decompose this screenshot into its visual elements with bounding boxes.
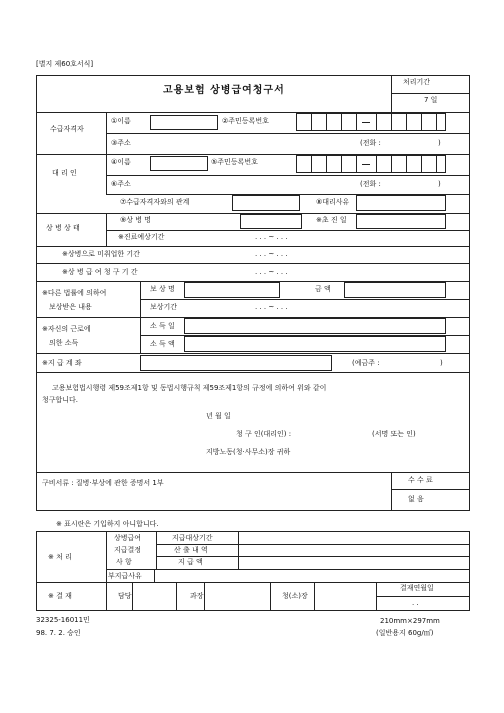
income-date-label: 소 득 일 [150,322,175,330]
claimant-signature-label: 청 구 인(대리인) : [236,430,292,438]
declaration-text-1: 고용보험법시행령 제59조제1항 및 동법시행규칙 제59조제1항의 규정에 의하여 위와 같이 [52,384,327,392]
processing-period-label: 처리기간 [403,78,431,86]
agent-phone-close: ) [438,180,441,188]
agent-rrn-label: ⑤주민등록번호 [211,158,258,166]
agent-relation-field[interactable] [232,195,300,211]
first-visit-label: ※초 진 일 [316,216,347,224]
agent-reason-field[interactable] [356,195,446,211]
illness-name-label: ⑨상 병 명 [120,216,152,224]
page-title: 고용보험 상병급여청구서 [163,85,285,96]
agent-address-label: ⑥주소 [111,180,131,188]
claimant-rrn-field[interactable] [296,113,446,131]
labor-income-label-1: ※자신의 근로에 [42,325,91,333]
claimant-address-label: ③주소 [111,139,131,147]
claimant-name-field[interactable] [150,115,218,130]
processing-period-value: 7 일 [424,96,438,104]
claimant-rrn-label: ②주민등록번호 [222,117,269,125]
decision-label-2: 지급결정 [114,546,142,554]
illness-section-label: 상 병 상 태 [46,224,80,232]
claimant-phone-close: ) [438,139,441,147]
agent-name-field[interactable] [150,156,208,171]
approval-date-footer: 98. 7. 2. 승인 [36,629,81,637]
addressee: 지방노동(청·사무소)장 귀하 [206,448,291,456]
attachments-label: 구비서류 : 질병·부상에 관한 증명서 1부 [42,479,164,487]
unemployed-period-dots: . . . ~ . . . [255,250,288,258]
compensation-period-dots: . . . ~ . . . [255,303,288,311]
income-amount-label: 소 득 액 [150,340,175,348]
agent-name-label: ④이름 [111,158,131,166]
agent-rrn-field[interactable] [296,155,446,173]
compensation-name-label: 보 상 명 [150,285,175,293]
claim-period-label: ※상 병 급 여 청 구 기 간 [62,268,138,276]
treatment-period-dots: . . . ~ . . . [255,233,288,241]
unemployed-period-label: ※상병으로 미취업한 기간 [62,250,140,258]
declaration-date: 년 월 일 [206,412,231,420]
other-law-label-1: ※다른 법률에 의하여 [42,289,107,297]
claimant-phone-label: (전화 : [360,139,381,147]
claimant-section-label: 수급자격자 [50,125,84,133]
decision-label-1: 상병급여 [114,534,142,542]
approval-head-label: 청(소)장 [282,592,308,600]
approval-chief-label: 과장 [190,592,204,600]
claim-period-dots: . . . ~ . . . [255,268,288,276]
pay-amount-label: 지 급 액 [178,558,203,566]
paper-size: 210mm×297mm [380,617,440,625]
fee-label: 수 수 료 [408,476,433,484]
income-date-field[interactable] [184,318,446,334]
agent-reason-label: ⑧대리사유 [316,198,350,206]
account-holder-close: ) [440,359,443,367]
processing-section-label: ※ 처 리 [48,553,72,561]
agent-phone-label: (전화 : [360,180,381,188]
labor-income-label-2: 의한 소득 [49,339,79,347]
account-holder-label: (예금주 : [352,359,380,367]
approval-person-label: 담당 [118,592,132,600]
illness-name-field[interactable] [240,214,302,229]
processing-table [36,531,470,611]
office-use-note: ※ 표시란은 기입하지 아니합니다. [56,520,159,528]
nonpayment-reason-label: 부지급사유 [108,572,142,580]
agent-relation-label: ⑦수급자격자와의 관계 [120,198,190,206]
compensation-amount-field[interactable] [344,282,446,298]
form-number: [별지 제60호서식] [36,60,94,68]
pay-period-label: 지급대상기간 [172,534,213,542]
approval-section-label: ※ 결 재 [48,592,72,600]
compensation-period-label: 보상기간 [150,303,178,311]
paper-spec: (일반용지 60g/㎡) [376,629,434,637]
treatment-period-label: ※진료예상기간 [118,233,165,241]
other-law-label-2: 보상받은 내용 [49,303,92,311]
form-code: 32325-16011민 [36,616,90,624]
approval-date-dots: . . [412,599,419,607]
account-label: ※지 급 계 좌 [42,359,82,367]
calc-detail-label: 산 출 내 역 [174,546,208,554]
fee-value: 없 음 [408,495,424,503]
decision-label-3: 사 항 [116,558,132,566]
income-amount-field[interactable] [184,336,446,352]
account-field[interactable] [140,355,332,371]
claimant-name-label: ①이름 [111,117,131,125]
signature-note: (서명 또는 인) [372,430,416,438]
compensation-amount-label: 금 액 [315,285,331,293]
agent-section-label: 대 리 인 [52,169,77,177]
compensation-name-field[interactable] [184,282,280,298]
first-visit-field[interactable] [356,214,446,229]
declaration-text-2: 청구합니다. [42,396,79,404]
approval-date-label: 결재연월일 [400,584,434,592]
